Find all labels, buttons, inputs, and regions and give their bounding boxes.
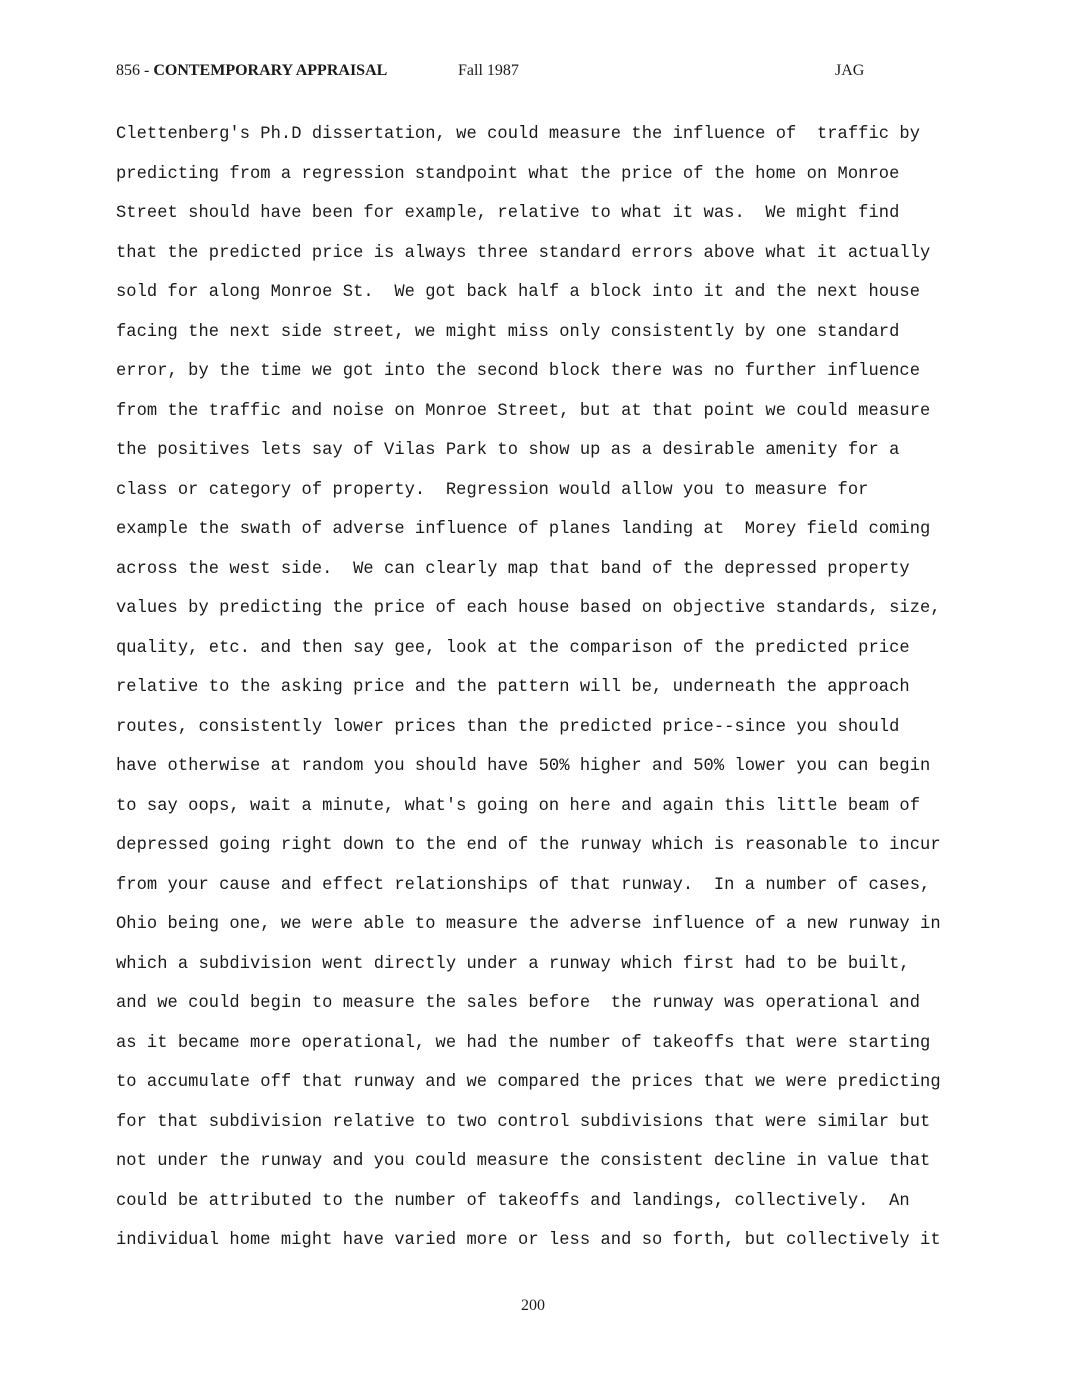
text-line: routes, consistently lower prices than the predicted price--since you should — [116, 717, 900, 737]
text-line: individual home might have varied more or less and so forth, but collectively it — [116, 1231, 941, 1250]
text-line: for that subdivision relative to two control subdivisions that were similar but — [116, 1112, 931, 1132]
text-line: could be attributed to the number of takeoffs and landings, collectively. An — [116, 1191, 910, 1211]
text-line: to accumulate off that runway and we compared the prices that we were predicting — [116, 1073, 941, 1092]
text-line: depressed going right down to the end of the runway which is reasonable to incur — [116, 836, 941, 855]
text-line: error, by the time we got into the second block there was no further influence — [116, 362, 921, 381]
text-line: sold for along Monroe St. We got back half a block into it and the next house — [116, 283, 921, 302]
text-line: Street should have been for example, relative to what it was. We might find — [116, 204, 900, 223]
text-line: have otherwise at random you should have 50% higher and 50% lower you can begin — [116, 757, 931, 776]
text-line: class or category of property. Regression would allow you to measure for — [116, 480, 869, 500]
course-label — [116, 62, 387, 80]
term-label: Fall 1987 — [458, 62, 519, 79]
text-line: and we could begin to measure the sales before the runway was operational and — [116, 994, 921, 1013]
page-header — [116, 62, 876, 84]
text-line: from the traffic and noise on Monroe Street, but at that point we could measure — [116, 401, 931, 421]
text-line: from your cause and effect relationships of that runway. In a number of cases, — [116, 875, 931, 895]
text-line: which a subdivision went directly under a runway which first had to be built, — [116, 954, 910, 974]
text-line: the positives lets say of Vilas Park to show up as a desirable amenity for a — [116, 441, 900, 460]
page-number: 200 — [521, 1297, 545, 1314]
text-line: predicting from a regression standpoint what the price of the home on Monroe — [116, 164, 900, 184]
text-line: to say oops, wait a minute, what's going on here and again this little beam of — [116, 796, 921, 816]
text-line: facing the next side street, we might miss only consistently by one standard — [116, 322, 900, 342]
text-line: example the swath of adverse influence of planes landing at Morey field coming — [116, 520, 931, 539]
text-line: that the predicted price is always three standard errors above what it actually — [116, 243, 931, 263]
text-line: not under the runway and you could measure the consistent decline in value that — [116, 1152, 931, 1171]
text-line: Ohio being one, we were able to measure the adverse influence of a new runway in — [116, 915, 941, 934]
text-line: relative to the asking price and the pattern will be, underneath the approach — [116, 678, 910, 697]
text-line: quality, etc. and then say gee, look at the comparison of the predicted price — [116, 638, 910, 658]
text-line: Clettenberg's Ph.D dissertation, we could measure the influence of traffic by — [116, 125, 921, 144]
transcript-body — [116, 124, 941, 1270]
text-line: as it became more operational, we had the number of takeoffs that were starting — [116, 1033, 931, 1053]
author-initials: JAG — [835, 62, 865, 79]
text-line: across the west side. We can clearly map that band of the depressed property — [116, 559, 910, 579]
course-title: CONTEMPORARY APPRAISAL — [153, 62, 388, 79]
text-line: values by predicting the price of each house based on objective standards, size, — [116, 599, 941, 618]
course-number: 856 - — [116, 62, 154, 79]
